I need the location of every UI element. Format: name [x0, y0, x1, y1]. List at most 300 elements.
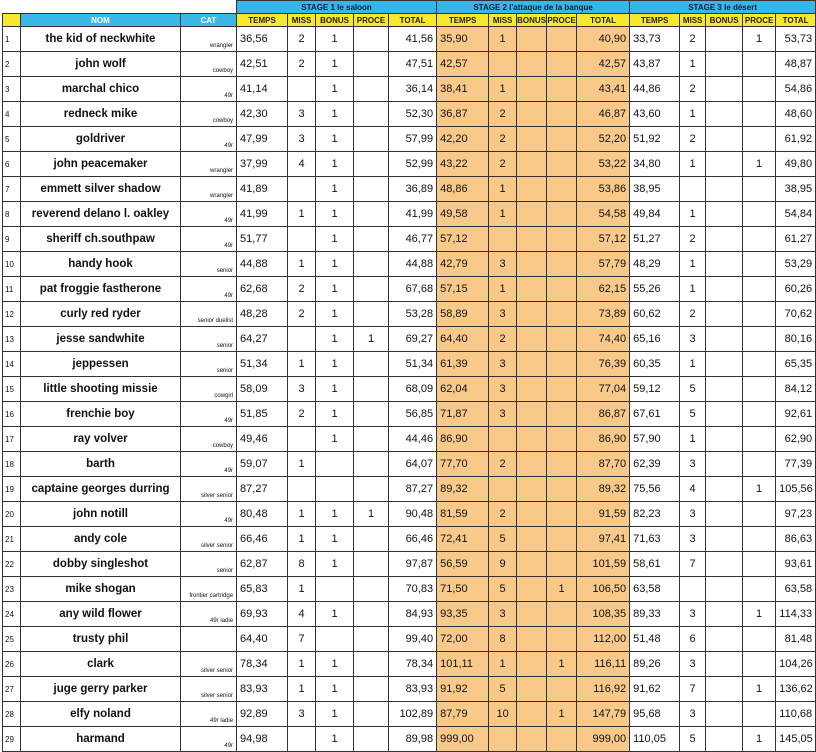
s2-bonus-cell: [517, 402, 547, 427]
s3-miss-cell: 1: [680, 352, 706, 377]
s1-proce-cell: [354, 102, 389, 127]
s1-miss-cell: 7: [288, 627, 316, 652]
table-row: [3, 677, 816, 702]
s2-temps-cell: 35,90: [437, 27, 489, 52]
s2-proce-cell: [547, 27, 577, 52]
s1-proce-cell: [354, 52, 389, 77]
s2-proce-cell: [547, 302, 577, 327]
s2-bonus-cell: [517, 702, 547, 727]
table-row: [3, 327, 816, 352]
s1-bonus-cell: 1: [316, 202, 354, 227]
s3-total-cell: 65,35: [776, 352, 816, 377]
competitor-category: wrangler: [181, 152, 237, 177]
table-row: [3, 627, 816, 652]
s3-proce-cell: 1: [743, 152, 776, 177]
s3-proce-cell: [743, 427, 776, 452]
table-row: [3, 52, 816, 77]
s1-temps-cell: 94,98: [237, 727, 288, 752]
s3-miss-cell: 3: [680, 602, 706, 627]
s2-proce-cell: [547, 327, 577, 352]
s1-total-cell: 99,40: [389, 627, 437, 652]
stage-2-title: STAGE 2 l'attaque de la banque: [437, 1, 630, 14]
competitor-category: 49r: [181, 202, 237, 227]
s1-temps-cell: 41,14: [237, 77, 288, 102]
s1-bonus-cell: 1: [316, 327, 354, 352]
s2-temps-cell: 56,59: [437, 552, 489, 577]
table-row: [3, 427, 816, 452]
s3-temps-cell: 33,73: [630, 27, 680, 52]
s2-proce-header: PROCE: [547, 15, 576, 25]
s3-temps-cell: 110,05: [630, 727, 680, 752]
s1-total-cell: 97,87: [389, 552, 437, 577]
s1-temps-cell: 78,34: [237, 652, 288, 677]
row-number: 17: [3, 427, 21, 452]
s2-bonus-cell: [517, 277, 547, 302]
s1-miss-cell: [288, 727, 316, 752]
s2-bonus-cell: [517, 27, 547, 52]
s2-miss-cell: 2: [489, 452, 517, 477]
competitor-name: emmett silver shadow: [21, 177, 181, 202]
s1-temps-cell: 64,40: [237, 627, 288, 652]
s3-total-cell: 136,62: [776, 677, 816, 702]
results-body: [3, 27, 816, 752]
table-row: [3, 277, 816, 302]
s3-proce-cell: 1: [743, 677, 776, 702]
s1-bonus-cell: 1: [316, 602, 354, 627]
row-number: 8: [3, 202, 21, 227]
s3-temps-cell: 65,16: [630, 327, 680, 352]
row-number: 25: [3, 627, 21, 652]
s1-bonus-cell: 1: [316, 702, 354, 727]
s3-bonus-cell: [706, 277, 743, 302]
competitor-category: 49r: [181, 127, 237, 152]
s3-total-cell: 92,61: [776, 402, 816, 427]
s2-bonus-cell: [517, 127, 547, 152]
s2-bonus-cell: [517, 727, 547, 752]
s3-miss-cell: 5: [680, 402, 706, 427]
nom-header: NOM: [21, 14, 181, 27]
s2-temps-cell: 87,79: [437, 702, 489, 727]
s2-temps-cell: 57,15: [437, 277, 489, 302]
s3-temps-cell: 63,58: [630, 577, 680, 602]
s2-miss-cell: [489, 227, 517, 252]
results-table: [2, 0, 816, 752]
row-number: 9: [3, 227, 21, 252]
s2-total-cell: 57,79: [577, 252, 630, 277]
s1-bonus-cell: 1: [316, 277, 354, 302]
competitor-name: jeppessen: [21, 352, 181, 377]
competitor-category: 49r: [181, 77, 237, 102]
s3-total-cell: 81,48: [776, 627, 816, 652]
table-row: [3, 377, 816, 402]
s2-total-cell: 147,79: [577, 702, 630, 727]
s3-temps-cell: 51,48: [630, 627, 680, 652]
s2-miss-cell: 1: [489, 77, 517, 102]
s2-total-cell: 86,87: [577, 402, 630, 427]
s2-total-cell: 999,00: [577, 727, 630, 752]
row-number: 13: [3, 327, 21, 352]
s3-temps-cell: 34,80: [630, 152, 680, 177]
s3-bonus-cell: [706, 177, 743, 202]
s1-proce-cell: 1: [354, 502, 389, 527]
s3-proce-cell: 1: [743, 602, 776, 627]
s2-total-cell: 57,12: [577, 227, 630, 252]
s1-bonus-header: BONUS: [316, 14, 354, 27]
s1-total-cell: 41,99: [389, 202, 437, 227]
s1-miss-cell: 3: [288, 702, 316, 727]
s3-bonus-cell: [706, 502, 743, 527]
s3-total-cell: 97,23: [776, 502, 816, 527]
s2-temps-cell: 48,86: [437, 177, 489, 202]
row-number: 5: [3, 127, 21, 152]
s3-temps-cell: 55,26: [630, 277, 680, 302]
s1-temps-cell: 42,30: [237, 102, 288, 127]
competitor-name: mike shogan: [21, 577, 181, 602]
table-row: [3, 352, 816, 377]
s2-temps-cell: 101,11: [437, 652, 489, 677]
s3-proce-cell: [743, 277, 776, 302]
s2-proce-cell: [547, 377, 577, 402]
s3-total-cell: 110,68: [776, 702, 816, 727]
s3-miss-cell: 2: [680, 127, 706, 152]
s1-proce-cell: [354, 252, 389, 277]
row-number: 6: [3, 152, 21, 177]
row-number: 20: [3, 502, 21, 527]
s3-bonus-cell: [706, 102, 743, 127]
s3-miss-cell: 7: [680, 677, 706, 702]
competitor-name: jesse sandwhite: [21, 327, 181, 352]
s1-bonus-cell: 1: [316, 52, 354, 77]
s3-total-cell: 62,90: [776, 427, 816, 452]
s2-proce-cell: [547, 727, 577, 752]
s3-miss-cell: 3: [680, 652, 706, 677]
s1-miss-cell: 3: [288, 377, 316, 402]
s3-bonus-cell: [706, 352, 743, 377]
s2-miss-cell: 2: [489, 152, 517, 177]
s3-miss-cell: 2: [680, 77, 706, 102]
competitor-name: goldriver: [21, 127, 181, 152]
s2-miss-cell: 3: [489, 602, 517, 627]
row-number: 21: [3, 527, 21, 552]
s2-total-cell: 101,59: [577, 552, 630, 577]
s1-temps-cell: 83,93: [237, 677, 288, 702]
s2-temps-cell: 42,57: [437, 52, 489, 77]
s2-total-cell: 52,20: [577, 127, 630, 152]
s2-total-cell: 89,32: [577, 477, 630, 502]
row-number: 11: [3, 277, 21, 302]
s3-temps-cell: 43,60: [630, 102, 680, 127]
competitor-category: 49r: [181, 502, 237, 527]
s3-proce-cell: [743, 702, 776, 727]
s2-temps-cell: 43,22: [437, 152, 489, 177]
s2-temps-cell: 64,40: [437, 327, 489, 352]
s3-miss-cell: 1: [680, 52, 706, 77]
table-row: [3, 402, 816, 427]
s2-temps-cell: 72,41: [437, 527, 489, 552]
competitor-category: senior duelist: [181, 302, 237, 327]
s2-total-cell: 77,04: [577, 377, 630, 402]
table-row: [3, 452, 816, 477]
s1-total-cell: 89,98: [389, 727, 437, 752]
s3-miss-cell: 4: [680, 477, 706, 502]
s3-temps-cell: 60,35: [630, 352, 680, 377]
s2-bonus-cell: [517, 452, 547, 477]
s1-total-cell: 87,27: [389, 477, 437, 502]
s1-temps-cell: 59,07: [237, 452, 288, 477]
s2-temps-cell: 61,39: [437, 352, 489, 377]
s3-proce-cell: 1: [743, 727, 776, 752]
s1-bonus-cell: 1: [316, 302, 354, 327]
s2-bonus-cell: [517, 552, 547, 577]
cat-header: CAT: [181, 14, 237, 27]
s1-total-cell: 56,85: [389, 402, 437, 427]
s3-proce-header: PROCE: [743, 14, 776, 27]
s1-bonus-cell: 1: [316, 152, 354, 177]
s2-bonus-cell: [517, 477, 547, 502]
s1-miss-cell: 4: [288, 602, 316, 627]
competitor-name: redneck mike: [21, 102, 181, 127]
s1-bonus-cell: 1: [316, 252, 354, 277]
s2-miss-cell: 1: [489, 277, 517, 302]
s2-total-cell: 46,87: [577, 102, 630, 127]
s1-bonus-cell: [316, 477, 354, 502]
table-row: [3, 202, 816, 227]
s2-bonus-cell: [517, 502, 547, 527]
s3-bonus-cell: [706, 227, 743, 252]
s1-total-cell: 57,99: [389, 127, 437, 152]
s3-bonus-cell: [706, 377, 743, 402]
s1-proce-cell: 1: [354, 327, 389, 352]
competitor-name: frenchie boy: [21, 402, 181, 427]
competitor-category: 49r: [181, 402, 237, 427]
row-number: 26: [3, 652, 21, 677]
s2-bonus-cell: [517, 677, 547, 702]
s1-proce-cell: [354, 652, 389, 677]
s1-miss-cell: 8: [288, 552, 316, 577]
s3-total-cell: 104,26: [776, 652, 816, 677]
competitor-category: wrangler: [181, 27, 237, 52]
s1-proce-cell: [354, 677, 389, 702]
s2-total-cell: 54,58: [577, 202, 630, 227]
s2-temps-cell: 38,41: [437, 77, 489, 102]
s1-miss-cell: 1: [288, 527, 316, 552]
s3-temps-cell: 51,27: [630, 227, 680, 252]
s2-temps-header: TEMPS: [437, 14, 489, 27]
competitor-name: elfy noland: [21, 702, 181, 727]
s1-miss-cell: [288, 77, 316, 102]
s3-total-cell: 38,95: [776, 177, 816, 202]
s3-bonus-cell: [706, 702, 743, 727]
s3-proce-cell: [743, 402, 776, 427]
s1-miss-cell: 1: [288, 577, 316, 602]
s3-bonus-cell: [706, 152, 743, 177]
s2-proce-cell: [547, 227, 577, 252]
s2-bonus-cell: [517, 77, 547, 102]
competitor-name: the kid of neckwhite: [21, 27, 181, 52]
s3-total-cell: 114,33: [776, 602, 816, 627]
s1-bonus-cell: 1: [316, 377, 354, 402]
s1-miss-cell: 1: [288, 352, 316, 377]
s2-miss-cell: 10: [489, 702, 517, 727]
s3-bonus-cell: [706, 327, 743, 352]
s1-bonus-cell: 1: [316, 352, 354, 377]
s3-proce-cell: [743, 327, 776, 352]
s2-total-cell: 87,70: [577, 452, 630, 477]
s1-proce-cell: [354, 352, 389, 377]
s1-temps-cell: 64,27: [237, 327, 288, 352]
s2-bonus-cell: [517, 527, 547, 552]
s2-proce-cell: [547, 552, 577, 577]
s1-total-cell: 64,07: [389, 452, 437, 477]
s2-miss-cell: 3: [489, 377, 517, 402]
s3-bonus-cell: [706, 477, 743, 502]
s3-miss-cell: 2: [680, 227, 706, 252]
table-row: [3, 177, 816, 202]
s1-proce-cell: [354, 302, 389, 327]
s2-bonus-cell: [517, 102, 547, 127]
competitor-category: silver senior: [181, 677, 237, 702]
competitor-category: cowboy: [181, 52, 237, 77]
s2-miss-cell: 5: [489, 527, 517, 552]
s2-total-cell: 108,35: [577, 602, 630, 627]
s1-proce-cell: [354, 477, 389, 502]
s2-miss-cell: 3: [489, 252, 517, 277]
s1-temps-cell: 66,46: [237, 527, 288, 552]
stage-header-row: [3, 1, 816, 14]
s1-temps-cell: 42,51: [237, 52, 288, 77]
s3-temps-cell: 49,84: [630, 202, 680, 227]
table-row: [3, 552, 816, 577]
s3-temps-header: TEMPS: [630, 14, 680, 27]
competitor-name: marchal chico: [21, 77, 181, 102]
s2-proce-cell: [547, 202, 577, 227]
s2-temps-cell: 86,90: [437, 427, 489, 452]
s3-total-cell: 48,60: [776, 102, 816, 127]
s2-proce-cell: [547, 252, 577, 277]
row-number: 14: [3, 352, 21, 377]
s3-miss-cell: 1: [680, 277, 706, 302]
s3-total-cell: 61,27: [776, 227, 816, 252]
competitor-name: harmand: [21, 727, 181, 752]
row-number: 24: [3, 602, 21, 627]
s1-temps-cell: 51,77: [237, 227, 288, 252]
s1-miss-cell: 4: [288, 152, 316, 177]
s3-proce-cell: [743, 52, 776, 77]
s1-bonus-cell: 1: [316, 127, 354, 152]
s1-total-cell: 46,77: [389, 227, 437, 252]
competitor-name: barth: [21, 452, 181, 477]
competitor-name: andy cole: [21, 527, 181, 552]
s1-total-cell: 36,89: [389, 177, 437, 202]
s3-miss-cell: 1: [680, 427, 706, 452]
s2-temps-cell: 999,00: [437, 727, 489, 752]
competitor-name: little shooting missie: [21, 377, 181, 402]
competitor-category: wrangler: [181, 177, 237, 202]
s1-miss-cell: 2: [288, 27, 316, 52]
competitor-name: john wolf: [21, 52, 181, 77]
s1-proce-cell: [354, 577, 389, 602]
s1-total-cell: 66,46: [389, 527, 437, 552]
table-row: [3, 102, 816, 127]
s2-miss-cell: [489, 427, 517, 452]
table-row: [3, 727, 816, 752]
competitor-category: 49r: [181, 277, 237, 302]
s2-miss-cell: 3: [489, 352, 517, 377]
s1-proce-cell: [354, 377, 389, 402]
s2-proce-cell: 1: [547, 652, 577, 677]
s3-bonus-cell: [706, 627, 743, 652]
competitor-category: senior: [181, 352, 237, 377]
s1-bonus-cell: 1: [316, 727, 354, 752]
s1-bonus-cell: [316, 577, 354, 602]
s3-temps-cell: 58,61: [630, 552, 680, 577]
s2-bonus-cell: [517, 602, 547, 627]
s3-proce-cell: [743, 302, 776, 327]
s3-bonus-cell: [706, 27, 743, 52]
s2-temps-cell: 57,12: [437, 227, 489, 252]
s1-proce-cell: [354, 727, 389, 752]
s2-proce-cell: [547, 127, 577, 152]
s2-bonus-cell: [517, 327, 547, 352]
s3-temps-cell: 71,63: [630, 527, 680, 552]
competitor-name: john peacemaker: [21, 152, 181, 177]
s2-total-cell: 116,11: [577, 652, 630, 677]
s2-miss-cell: 3: [489, 302, 517, 327]
s1-proce-header: PROCE: [354, 14, 389, 27]
s1-bonus-cell: 1: [316, 427, 354, 452]
s3-bonus-cell: [706, 727, 743, 752]
s2-proce-cell: [547, 452, 577, 477]
s3-bonus-cell: [706, 52, 743, 77]
table-row: [3, 602, 816, 627]
s2-proce-cell: [547, 477, 577, 502]
s2-total-cell: 53,86: [577, 177, 630, 202]
s2-miss-cell: [489, 727, 517, 752]
s2-proce-cell: [547, 627, 577, 652]
s3-temps-cell: 48,29: [630, 252, 680, 277]
s2-temps-cell: 81,59: [437, 502, 489, 527]
s1-bonus-cell: 1: [316, 77, 354, 102]
s1-proce-cell: [354, 152, 389, 177]
s3-bonus-cell: [706, 602, 743, 627]
s1-miss-cell: 1: [288, 252, 316, 277]
table-row: [3, 477, 816, 502]
s1-bonus-cell: 1: [316, 677, 354, 702]
s2-bonus-header: BONUS: [517, 15, 547, 25]
s2-proce-cell: [547, 77, 577, 102]
s2-bonus-cell: [517, 302, 547, 327]
s2-proce-cell: 1: [547, 577, 577, 602]
s1-temps-cell: 51,85: [237, 402, 288, 427]
s1-bonus-cell: 1: [316, 402, 354, 427]
s3-proce-cell: [743, 177, 776, 202]
s3-total-cell: 145,05: [776, 727, 816, 752]
s2-miss-cell: 2: [489, 502, 517, 527]
s3-total-cell: 49,80: [776, 152, 816, 177]
s3-proce-cell: [743, 652, 776, 677]
s1-miss-cell: 2: [288, 277, 316, 302]
s2-miss-cell: 1: [489, 652, 517, 677]
s1-miss-cell: 1: [288, 452, 316, 477]
s2-proce-cell: [547, 352, 577, 377]
competitor-category: frontier cartridge: [181, 577, 237, 602]
s1-total-cell: 78,34: [389, 652, 437, 677]
s2-bonus-cell: [517, 227, 547, 252]
s1-proce-cell: [354, 127, 389, 152]
s1-total-cell: 44,46: [389, 427, 437, 452]
s1-total-cell: 47,51: [389, 52, 437, 77]
s1-miss-cell: [288, 227, 316, 252]
